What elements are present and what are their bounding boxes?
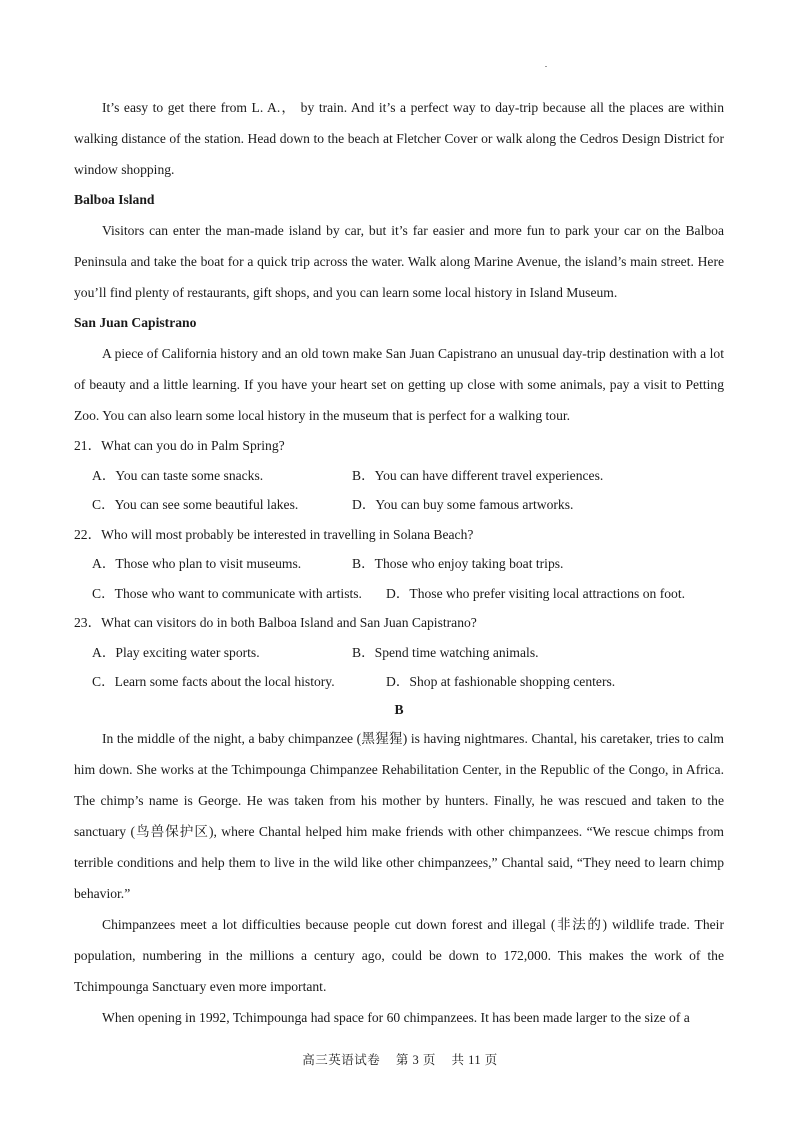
question-options bbox=[74, 579, 724, 609]
heading-balboa-island: Balboa Island bbox=[74, 192, 155, 207]
page-footer bbox=[0, 1050, 800, 1068]
question-22 bbox=[74, 520, 724, 609]
option-a: A．Those who plan to visit museums. bbox=[92, 556, 302, 571]
question-options bbox=[74, 638, 724, 668]
question-23 bbox=[74, 608, 724, 697]
footer-page-number: 第 3 页 bbox=[395, 1053, 436, 1067]
paragraph-balboa-island: Visitors can enter the man-made island by car, but it’s far easier and more fun to park your car on the Balboa Peninsula and take the boat for a quick trip across the water. Walk along Marine Avenue, the island’s main street. Here you’ll find plenty of restaurants, gift shops, and you can learn some local history in Island Museum. bbox=[74, 223, 724, 300]
footer-total-pages: 共 11 页 bbox=[451, 1053, 498, 1067]
section-b-title: B bbox=[394, 701, 404, 717]
option-a: A．Play exciting water sports. bbox=[92, 644, 260, 660]
passage-b-paragraph-1: In the middle of the night, a baby chimpanzee (黑猩猩) is having nightmares. Chantal, his caretaker, tries to calm him down. She works at the Tchimpounga Chimpanzee Rehabilitation Center, in the Republic of the Congo, in Africa. The chimp’s name is George. He was taken from his mother by hunters. Finally, he was rescued and taken to the sanctuary (鸟兽保护区), where Chantal helped him make friends with other chimpanzees. “We rescue chimps from terrible conditions and help them to live in the wild like other chimpanzees,” Chantal said, “They need to learn chimp behavior.” bbox=[74, 730, 724, 901]
option-c: C．Those who want to communicate with artists. bbox=[92, 585, 362, 601]
option-b: B．Those who enjoy taking boat trips. bbox=[352, 556, 564, 571]
option-a: A．You can taste some snacks. bbox=[92, 467, 264, 483]
option-d: D．You can buy some famous artworks. bbox=[352, 497, 574, 512]
paragraph-san-juan-capistrano: A piece of California history and an old town make San Juan Capistrano an unusual day-trip destination with a lot of beauty and a little learning. If you have your heart set on getting up close with some animals, pay a visit to Petting Zoo. You can also learn some local history in the museum that is perfect for a walking tour. bbox=[74, 346, 724, 423]
option-b: B．Spend time watching animals. bbox=[352, 644, 539, 660]
page-content bbox=[74, 92, 724, 1033]
question-options bbox=[74, 461, 724, 520]
question-stem: 21．What can you do in Palm Spring? bbox=[74, 438, 285, 453]
option-d: D．Shop at fashionable shopping centers. bbox=[386, 674, 616, 689]
question-options bbox=[74, 549, 724, 579]
footer-exam-title: 高三英语试卷 bbox=[302, 1053, 381, 1067]
scan-speck bbox=[545, 66, 547, 67]
option-d: D．Those who prefer visiting local attractions on foot. bbox=[386, 585, 685, 601]
passage-b-paragraph-2: Chimpanzees meet a lot difficulties because people cut down forest and illegal (非法的) wildlife trade. Their population, numbering in the millions a century ago, could be down to 172,000. This makes the work of the Tchimpounga Sanctuary even more important. bbox=[74, 916, 724, 994]
question-stem: 23．What can visitors do in both Balboa Island and San Juan Capistrano? bbox=[74, 615, 477, 630]
option-c: C．Learn some facts about the local history. bbox=[92, 674, 335, 689]
question-options bbox=[74, 667, 724, 697]
passage-b-paragraph-3: When opening in 1992, Tchimpounga had space for 60 chimpanzees. It has been made larger to the size of a bbox=[102, 1009, 690, 1025]
heading-san-juan-capistrano: San Juan Capistrano bbox=[74, 315, 197, 330]
question-stem: 22．Who will most probably be interested in travelling in Solana Beach? bbox=[74, 526, 474, 542]
option-c: C．You can see some beautiful lakes. bbox=[92, 497, 299, 512]
passage-a-intro: It’s easy to get there from L. A.， by train. And it’s a perfect way to day-trip because all the places are within walking distance of the station. Head down to the beach at Fletcher Cover or walk along the Cedros Design District for window shopping. bbox=[74, 100, 724, 177]
question-21 bbox=[74, 431, 724, 520]
option-b: B．You can have different travel experiences. bbox=[352, 467, 604, 483]
